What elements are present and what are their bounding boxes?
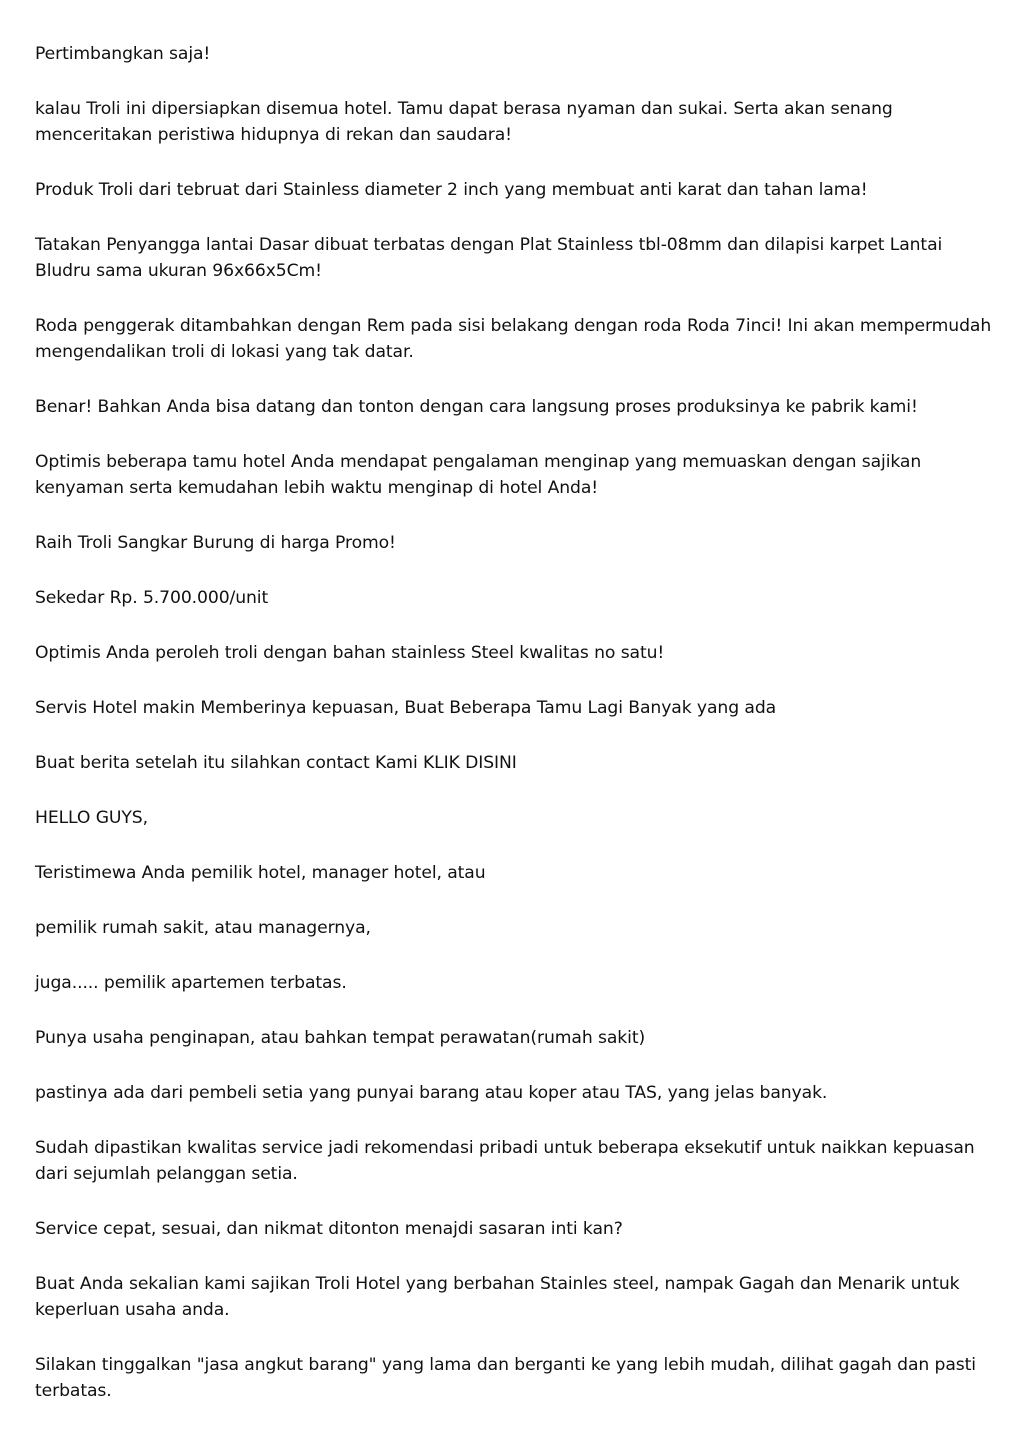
paragraph-hotel-comfort: kalau Troli ini dipersiapkan disemua hotel. Tamu dapat berasa nyaman dan sukai. Serta akan senang menceritakan peristiwa hidupnya di rekan dan saudara!	[35, 99, 893, 145]
paragraph-audience-hospital: pemilik rumah sakit, atau managernya,	[35, 918, 371, 938]
paragraph-promo: Raih Troli Sangkar Burung di harga Promo!	[35, 533, 396, 553]
paragraph-price: Sekedar Rp. 5.700.000/unit	[35, 588, 269, 608]
paragraph-contact: Buat berita setelah itu silahkan contact Kami KLIK DISINI	[35, 753, 517, 773]
paragraph-service: Servis Hotel makin Memberinya kepuasan, Buat Beberapa Tamu Lagi Banyak yang ada	[35, 698, 777, 718]
paragraph-factory-visit: Benar! Bahkan Anda bisa datang dan tonton dengan cara langsung proses produksinya ke pabrik kami!	[35, 397, 918, 417]
document-body	[35, 41, 995, 1433]
paragraph-offer: Buat Anda sekalian kami sajikan Troli Hotel yang berbahan Stainles steel, nampak Gagah dan Menarik untuk keperluan usaha anda.	[35, 1274, 960, 1320]
paragraph-luggage: pastinya ada dari pembeli setia yang punyai barang atau koper atau TAS, yang jelas banyak.	[35, 1083, 828, 1103]
paragraph-base-plate: Tatakan Penyangga lantai Dasar dibuat terbatas dengan Plat Stainless tbl-08mm dan dilapisi karpet Lantai Bludru sama ukuran 96x66x5Cm!	[35, 235, 943, 281]
paragraph-audience-apartment: juga..... pemilik apartemen terbatas.	[35, 973, 347, 993]
paragraph-guest-experience: Optimis beberapa tamu hotel Anda mendapat pengalaman menginap yang memuaskan dengan sajikan kenyaman serta kemudahan lebih waktu menginap di hotel Anda!	[35, 452, 922, 498]
paragraph-quality: Optimis Anda peroleh troli dengan bahan stainless Steel kwalitas no satu!	[35, 643, 665, 663]
paragraph-material: Produk Troli dari tebruat dari Stainless diameter 2 inch yang membuat anti karat dan tahan lama!	[35, 180, 868, 200]
paragraph-closing: Silakan tinggalkan "jasa angkut barang" yang lama dan berganti ke yang lebih mudah, dilihat gagah dan pasti terbatas.	[35, 1355, 976, 1401]
paragraph-service-quality: Sudah dipastikan kwalitas service jadi rekomendasi pribadi untuk beberapa eksekutif untuk naikkan kepuasan dari sejumlah pelanggan setia.	[35, 1138, 975, 1184]
paragraph-fast-service: Service cepat, sesuai, dan nikmat ditonton menajdi sasaran inti kan?	[35, 1219, 623, 1239]
paragraph-wheels: Roda penggerak ditambahkan dengan Rem pada sisi belakang dengan roda Roda 7inci! Ini akan mempermudah mengendalikan troli di lokasi yang tak datar.	[35, 316, 992, 362]
paragraph-greeting: HELLO GUYS,	[35, 808, 148, 828]
paragraph-business: Punya usaha penginapan, atau bahkan tempat perawatan(rumah sakit)	[35, 1028, 646, 1048]
paragraph-intro: Pertimbangkan saja!	[35, 44, 211, 64]
paragraph-audience-hotel: Teristimewa Anda pemilik hotel, manager hotel, atau	[35, 863, 486, 883]
